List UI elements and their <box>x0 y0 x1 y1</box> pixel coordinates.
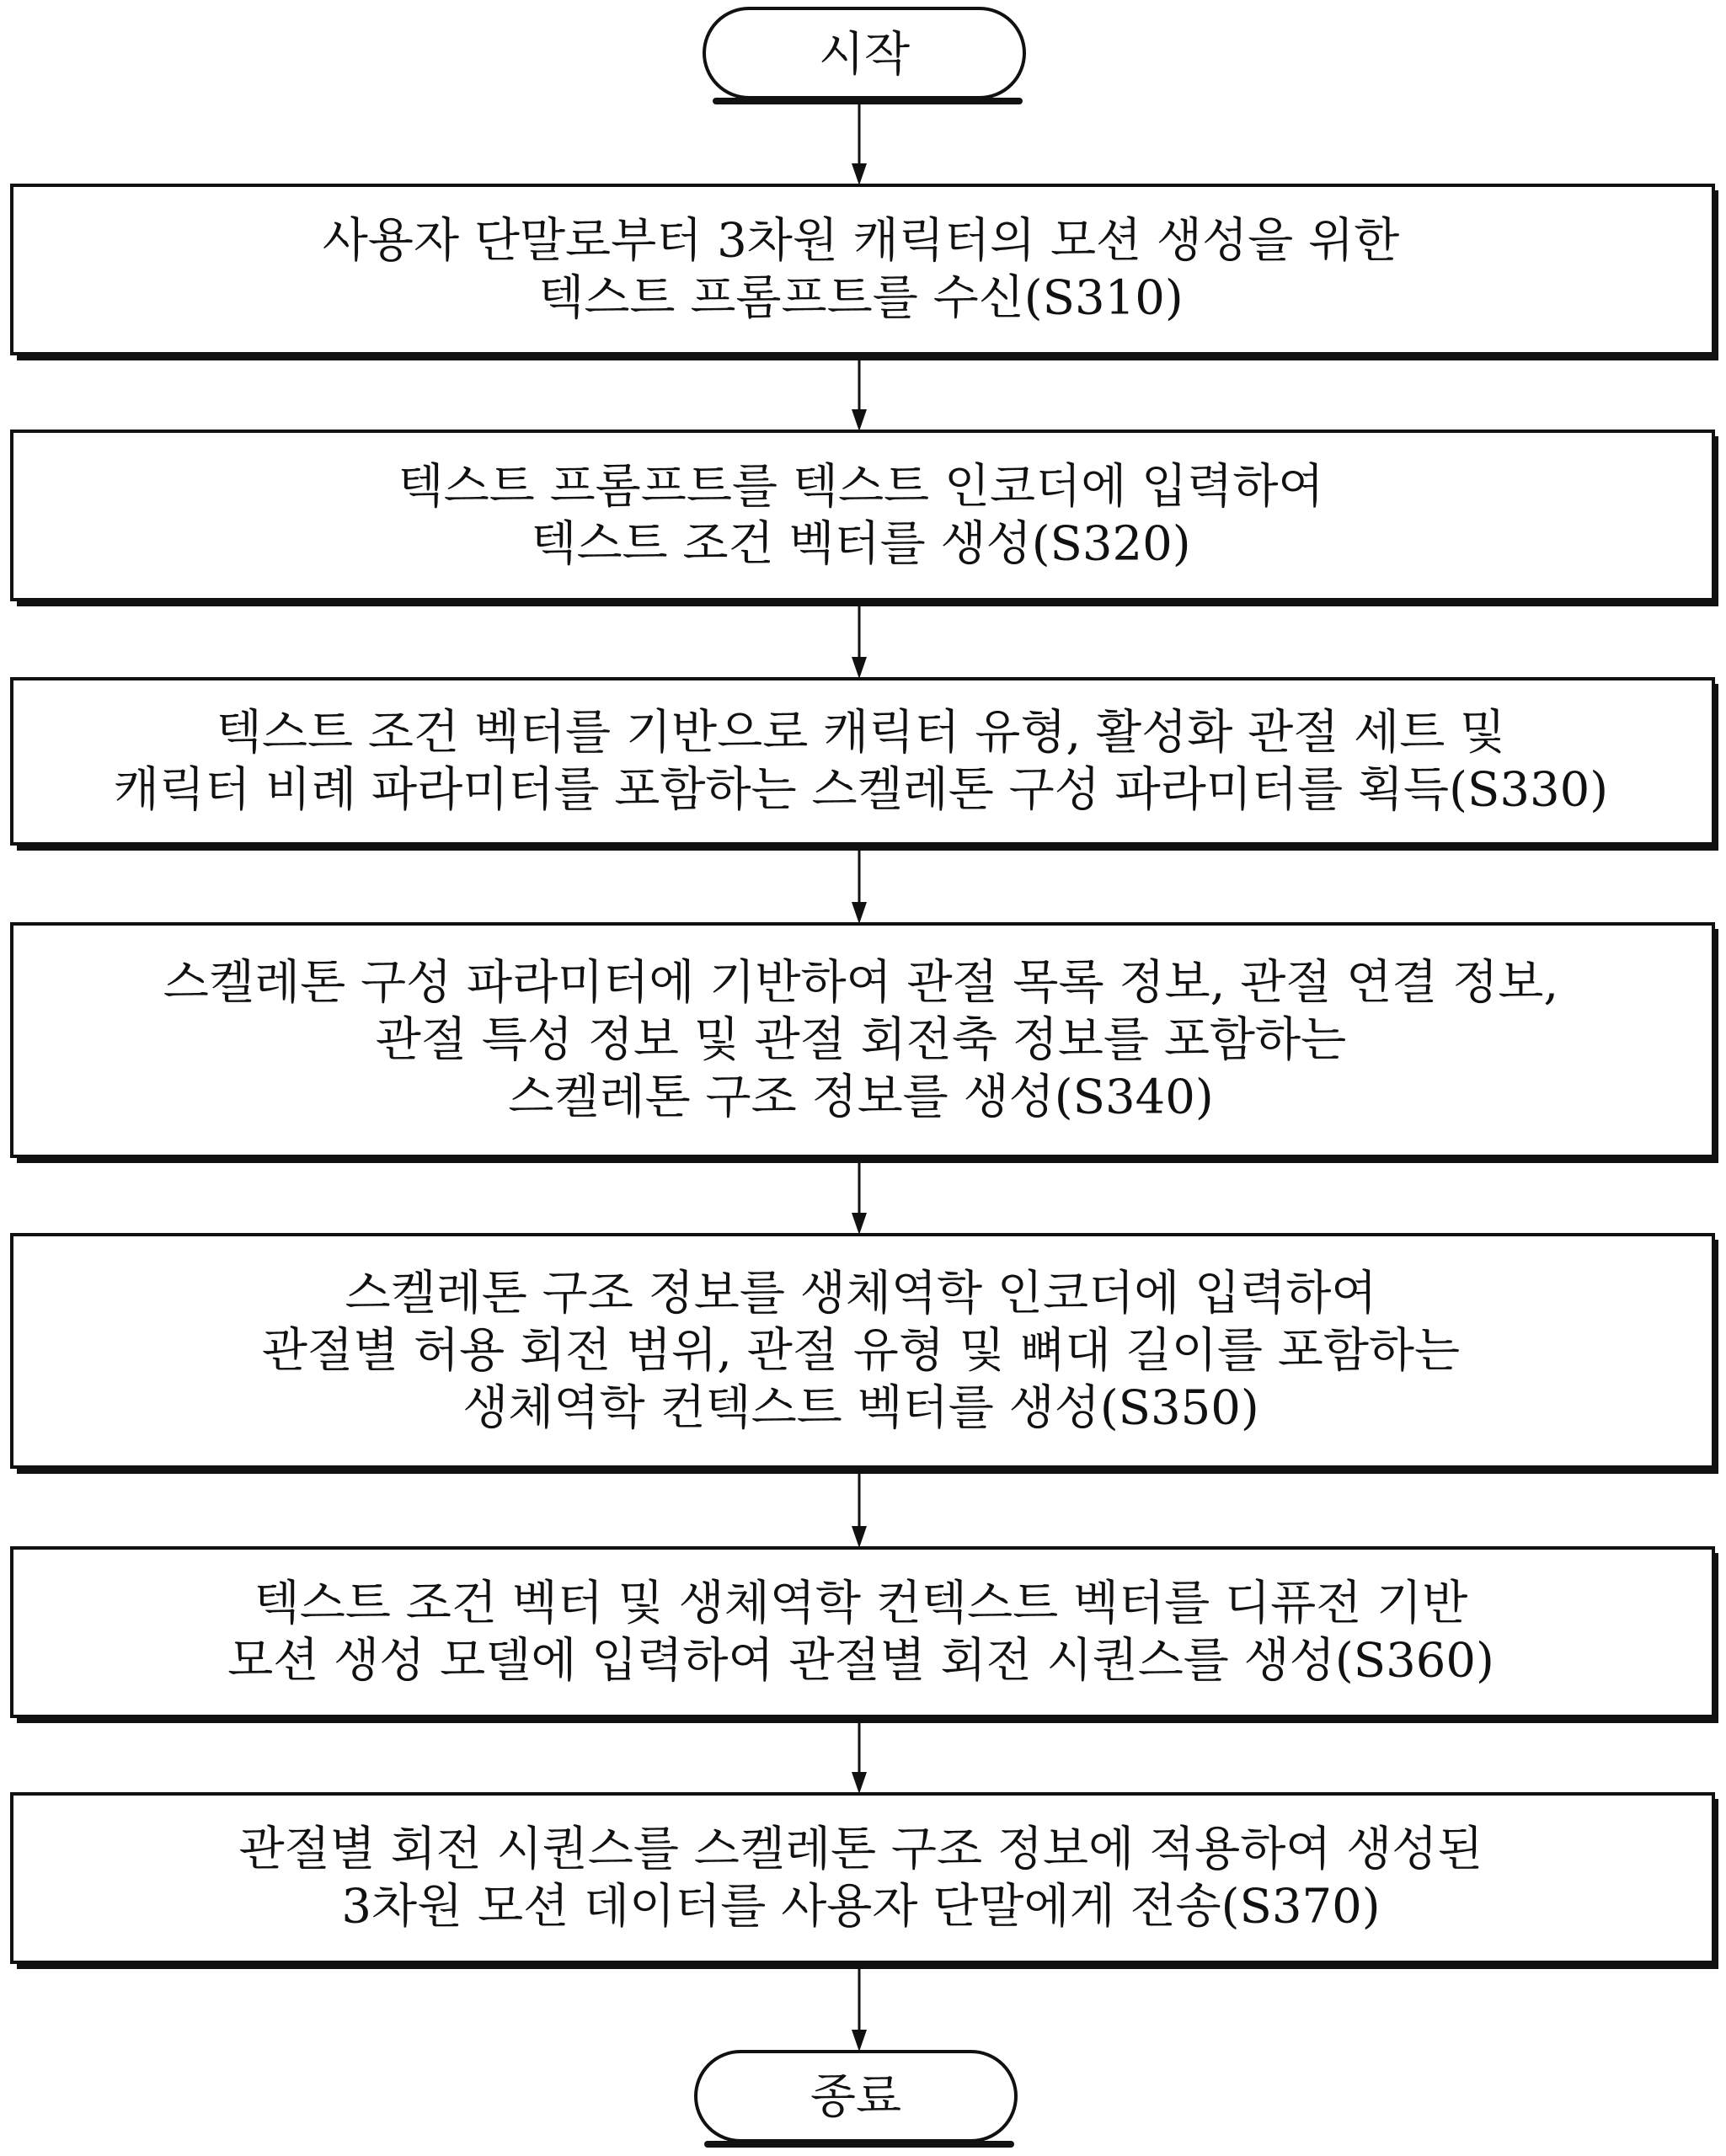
process-step-4-line-3: 스켈레톤 구조 정보를 생성(S340) <box>508 1070 1214 1125</box>
flow-arrow-5 <box>852 1163 867 1235</box>
process-step-4-line-2: 관절 특성 정보 및 관절 회전축 정보를 포함하는 <box>375 1012 1347 1068</box>
process-step-4-line-1: 스켈레톤 구성 파라미터에 기반하여 관절 목록 정보, 관절 연결 정보, <box>163 955 1559 1011</box>
process-box <box>12 185 1713 354</box>
process-step-7-line-1: 관절별 회전 시퀀스를 스켈레톤 구조 정보에 적용하여 생성된 <box>238 1822 1483 1877</box>
start-label: 시작 <box>818 27 911 83</box>
process-step-5-line-1: 스켈레톤 구조 정보를 생체역학 인코더에 입력하여 <box>345 1266 1377 1321</box>
process-box <box>12 1794 1713 1962</box>
process-step-5-line-2: 관절별 허용 회전 범위, 관절 유형 및 뼈대 길이를 포함하는 <box>261 1323 1461 1379</box>
process-box <box>12 679 1713 844</box>
process-step-2-line-2: 텍스트 조건 벡터를 생성(S320) <box>531 516 1191 572</box>
process-step-7-line-2: 3차원 모션 데이터를 사용자 단말에게 전송(S370) <box>341 1879 1381 1935</box>
process-step-6-line-1: 텍스트 조건 벡터 및 생체역학 컨텍스트 벡터를 디퓨전 기반 <box>254 1576 1468 1631</box>
process-box-shadow <box>17 1716 1717 1723</box>
process-box-shadow <box>17 1156 1717 1163</box>
process-box-shadow-right <box>1713 190 1718 360</box>
process-box <box>12 431 1713 600</box>
start-terminal-shadow <box>713 98 1023 104</box>
process-box-shadow-right <box>1713 436 1718 606</box>
process-box-shadow <box>17 1962 1717 1969</box>
flow-arrow-4 <box>852 851 867 924</box>
process-step-1-line-2: 텍스트 프롬프트를 수신(S310) <box>538 270 1184 326</box>
process-step-2-line-1: 텍스트 프롬프트를 텍스트 인코더에 입력하여 <box>398 459 1324 515</box>
flow-arrow-1 <box>852 104 867 185</box>
process-step-1-line-1: 사용자 단말로부터 3차원 캐릭터의 모션 생성을 위한 <box>322 213 1400 269</box>
process-step-6 <box>12 1548 1718 1723</box>
process-box-shadow <box>17 354 1717 360</box>
end-terminal-shadow <box>704 2141 1014 2148</box>
process-step-3-line-1: 텍스트 조건 벡터를 기반으로 캐릭터 유형, 활성화 관절 세트 및 <box>216 705 1506 760</box>
process-step-6-line-2: 모션 생성 모델에 입력하여 관절별 회전 시퀀스를 생성(S360) <box>227 1633 1494 1689</box>
process-step-2 <box>12 431 1718 606</box>
process-box-shadow-right <box>1713 1799 1718 1969</box>
process-step-4 <box>12 924 1718 1163</box>
flow-arrow-6 <box>852 1474 867 1548</box>
process-step-5 <box>12 1235 1718 1474</box>
process-step-7 <box>12 1794 1718 1969</box>
process-step-1 <box>12 185 1718 360</box>
process-step-5-line-3: 생체역학 컨텍스트 벡터를 생성(S350) <box>462 1380 1259 1436</box>
process-box-shadow-right <box>1713 1240 1718 1474</box>
process-box-shadow <box>17 1467 1717 1474</box>
process-box-shadow <box>17 600 1717 606</box>
process-box-shadow-right <box>1713 1553 1718 1723</box>
end-terminal <box>696 2052 1016 2148</box>
flow-arrow-8 <box>852 1969 867 2052</box>
start-terminal <box>704 8 1024 104</box>
process-box-shadow-right <box>1713 929 1718 1163</box>
process-box-shadow-right <box>1713 684 1718 851</box>
flow-arrow-2 <box>852 360 867 431</box>
end-label: 종료 <box>810 2069 902 2125</box>
process-box-shadow <box>17 844 1717 851</box>
process-box <box>12 1548 1713 1716</box>
flow-arrow-3 <box>852 606 867 679</box>
flow-arrow-7 <box>852 1723 867 1794</box>
process-step-3-line-2: 캐릭터 비례 파라미터를 포함하는 스켈레톤 구성 파라미터를 획득(S330) <box>113 762 1609 818</box>
process-step-3 <box>12 679 1718 851</box>
